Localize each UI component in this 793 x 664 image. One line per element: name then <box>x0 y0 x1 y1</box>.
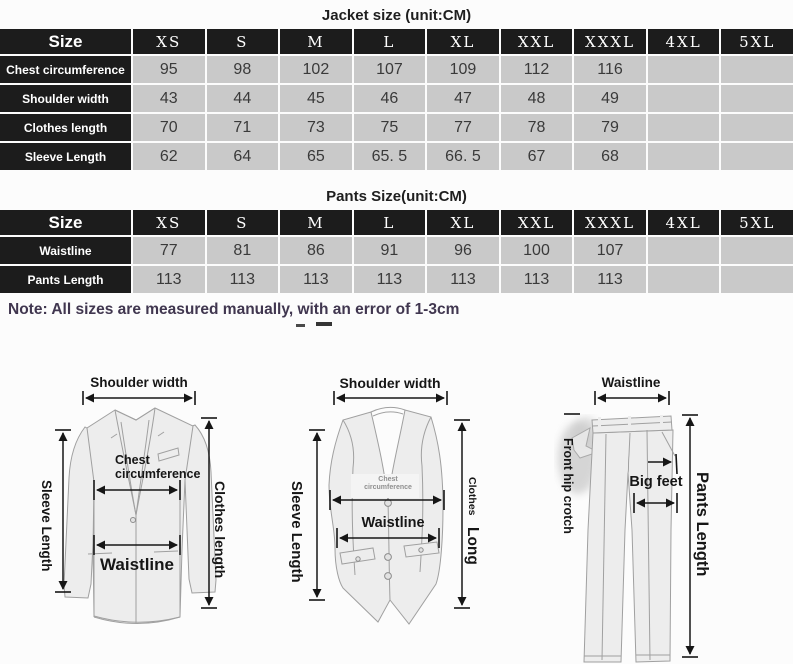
vest-clothes-long-label <box>463 458 481 584</box>
row-label: Clothes length <box>0 114 131 141</box>
column-header-m: M <box>280 29 352 54</box>
table-cell: 81 <box>207 237 279 264</box>
pants-table-title: Pants Size(unit:CM) <box>326 188 467 205</box>
pants-front-hip-crotch-label: Front hip crotch <box>561 438 575 534</box>
table-cell: 77 <box>133 237 205 264</box>
pants-waistline-label: Waistline <box>601 375 661 390</box>
header-row <box>0 29 793 54</box>
table-cell <box>721 56 793 83</box>
table-row <box>0 114 793 141</box>
table-cell <box>721 85 793 112</box>
table-cell: 107 <box>574 237 646 264</box>
table-cell <box>648 114 720 141</box>
column-header-xs: XS <box>133 29 205 54</box>
table-cell: 70 <box>133 114 205 141</box>
table-cell: 113 <box>427 266 499 293</box>
table-cell <box>721 266 793 293</box>
measurement-note: Note: All sizes are measured manually, with an error of 1-3cm <box>8 301 460 318</box>
header-row <box>0 210 793 235</box>
jacket-chest-circumference-label <box>115 454 200 482</box>
table-cell: 116 <box>574 56 646 83</box>
size-corner-header: Size <box>0 29 131 54</box>
table-row <box>0 56 793 83</box>
table-cell: 113 <box>354 266 426 293</box>
table-cell: 48 <box>501 85 573 112</box>
pants-big-feet-label: Big feet <box>629 474 683 490</box>
column-header-xl: XL <box>427 29 499 54</box>
table-cell: 66. 5 <box>427 143 499 170</box>
table-cell: 47 <box>427 85 499 112</box>
jacket-chest-line2: circumference <box>115 466 201 481</box>
table-cell <box>648 266 720 293</box>
table-cell: 45 <box>280 85 352 112</box>
table-cell: 113 <box>207 266 279 293</box>
vest-waistline-label: Waistline <box>361 515 425 531</box>
jacket-measurement-diagram <box>20 370 285 664</box>
jacket-shoulder-width-label: Shoulder width <box>90 375 188 390</box>
jacket-illustration <box>20 370 285 664</box>
table-cell: 100 <box>501 237 573 264</box>
vest-chest-circumference-label <box>355 476 421 491</box>
column-header-m: M <box>280 210 352 235</box>
column-header-4xl: 4XL <box>648 29 720 54</box>
table-cell: 77 <box>427 114 499 141</box>
table-cell: 79 <box>574 114 646 141</box>
table-cell <box>721 114 793 141</box>
row-label: Waistline <box>0 237 131 264</box>
jacket-clothes-length-label: Clothes length <box>212 481 228 579</box>
column-header-xl: XL <box>427 210 499 235</box>
table-cell: 65 <box>280 143 352 170</box>
row-label: Pants Length <box>0 266 131 293</box>
column-header-xs: XS <box>133 210 205 235</box>
table-cell: 71 <box>207 114 279 141</box>
table-cell: 102 <box>280 56 352 83</box>
table-cell: 65. 5 <box>354 143 426 170</box>
row-label: Chest circumference <box>0 56 131 83</box>
cropped-text-artifact <box>296 322 356 328</box>
column-header-5xl: 5XL <box>721 210 793 235</box>
table-row <box>0 266 793 293</box>
jacket-chest-line1: Chest <box>115 453 150 467</box>
table-cell: 46 <box>354 85 426 112</box>
table-cell: 62 <box>133 143 205 170</box>
table-cell <box>648 85 720 112</box>
column-header-xxl: XXL <box>501 29 573 54</box>
table-cell: 107 <box>354 56 426 83</box>
jacket-sleeve-length-label: Sleeve Length <box>39 480 54 572</box>
vest-shoulder-width-label: Shoulder width <box>339 375 441 391</box>
table-cell: 113 <box>574 266 646 293</box>
column-header-l: L <box>354 29 426 54</box>
table-cell: 67 <box>501 143 573 170</box>
pants-length-label: Pants Length <box>693 471 711 577</box>
table-row <box>0 143 793 170</box>
vest-chest-line2: circumference <box>364 483 412 491</box>
column-header-s: S <box>207 29 279 54</box>
vest-chest-line1: Chest <box>378 476 398 483</box>
table-row <box>0 85 793 112</box>
table-cell <box>721 237 793 264</box>
jacket-waistline-label: Waistline <box>100 555 174 574</box>
table-cell: 73 <box>280 114 352 141</box>
vest-clothes-word: Clothes <box>466 477 478 516</box>
table-cell: 96 <box>427 237 499 264</box>
table-cell <box>648 143 720 170</box>
table-cell: 109 <box>427 56 499 83</box>
table-cell: 98 <box>207 56 279 83</box>
table-cell: 113 <box>501 266 573 293</box>
row-label: Sleeve Length <box>0 143 131 170</box>
table-cell: 68 <box>574 143 646 170</box>
table-cell: 113 <box>280 266 352 293</box>
table-cell: 113 <box>133 266 205 293</box>
column-header-xxxl: XXXL <box>574 29 646 54</box>
pants-measurement-diagram <box>540 370 793 664</box>
pants-size-table <box>0 208 793 295</box>
vest-sleeve-length-label: Sleeve Length <box>288 481 305 583</box>
table-cell: 75 <box>354 114 426 141</box>
size-corner-header: Size <box>0 210 131 235</box>
vest-long-word: Long <box>464 527 481 565</box>
column-header-xxl: XXL <box>501 210 573 235</box>
table-cell: 49 <box>574 85 646 112</box>
table-cell <box>721 143 793 170</box>
table-cell: 44 <box>207 85 279 112</box>
pants-illustration <box>540 370 793 664</box>
table-cell <box>648 237 720 264</box>
table-cell <box>648 56 720 83</box>
column-header-l: L <box>354 210 426 235</box>
table-cell: 64 <box>207 143 279 170</box>
column-header-4xl: 4XL <box>648 210 720 235</box>
jacket-size-table <box>0 27 793 172</box>
column-header-s: S <box>207 210 279 235</box>
table-cell: 78 <box>501 114 573 141</box>
table-cell: 95 <box>133 56 205 83</box>
table-row <box>0 237 793 264</box>
jacket-table-title: Jacket size (unit:CM) <box>321 7 472 24</box>
table-cell: 112 <box>501 56 573 83</box>
table-cell: 43 <box>133 85 205 112</box>
row-label: Shoulder width <box>0 85 131 112</box>
table-cell: 86 <box>280 237 352 264</box>
column-header-xxxl: XXXL <box>574 210 646 235</box>
vest-measurement-diagram <box>285 370 500 664</box>
table-cell: 91 <box>354 237 426 264</box>
column-header-5xl: 5XL <box>721 29 793 54</box>
